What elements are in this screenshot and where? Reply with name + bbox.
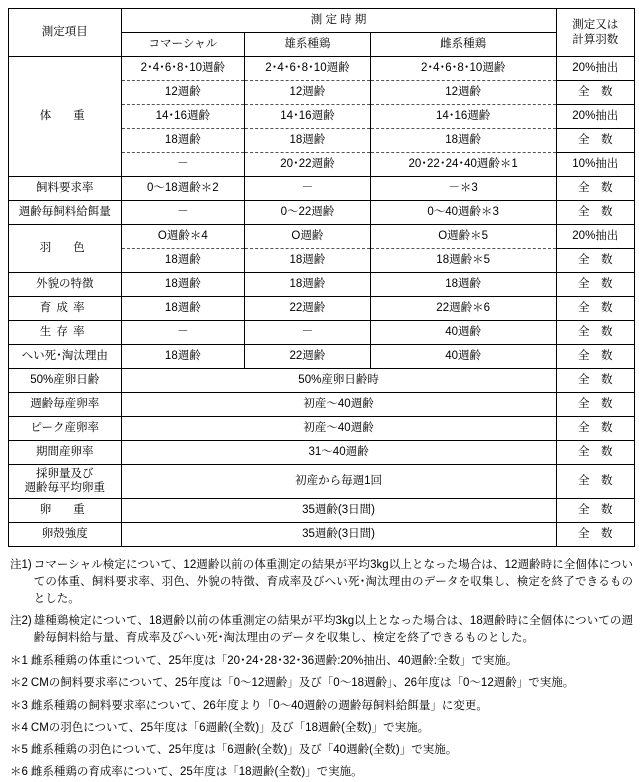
- cell-count: 20%抽出: [556, 57, 634, 81]
- row-item-egg-collection: [9, 465, 122, 499]
- cell-male: O週齢: [245, 225, 371, 249]
- row-item-plumage-color: 羽 色: [9, 225, 122, 273]
- header-item: 測定項目: [9, 9, 122, 57]
- row-item-period-laying-rate: 期間産卵率: [9, 441, 122, 465]
- cell-cm: －: [121, 201, 245, 225]
- footnote-6-label: ＊6: [10, 766, 28, 779]
- cell-male: －: [245, 177, 371, 201]
- note-2-label: 注2): [10, 614, 32, 627]
- row-item-egg-collection-line1: 採卵量及び: [36, 468, 94, 480]
- cell-span: 初産～40週齢: [121, 393, 556, 417]
- cell-female: 2･4･6･8･10週齢: [370, 57, 556, 81]
- row-item-survival-rate: 生存率: [9, 321, 122, 345]
- cell-male: 22週齢: [245, 297, 371, 321]
- footnote-1-text: 雌系種鶏の体重について、25年度は「20･24･28･32･36週齢:20%抽出、40週齢:全数」で実施。: [30, 655, 518, 667]
- row-item-egg-collection-line2: 週齢毎平均卵重: [24, 482, 106, 495]
- cell-cm: 18週齢: [121, 345, 245, 369]
- table-row: [9, 522, 635, 546]
- note-1: [10, 557, 633, 609]
- cell-count: 全 数: [556, 465, 634, 499]
- cell-female: 40週齢: [370, 321, 556, 345]
- footnote-6-text: 雌系種鶏の育成率について、25年度は「18週齢(全数)」で実施。: [30, 766, 363, 779]
- cell-cm: 18週齢: [121, 249, 245, 273]
- cell-male: 2･4･6･8･10週齢: [245, 57, 371, 81]
- cell-cm: 18週齢: [121, 273, 245, 297]
- table-header: [9, 9, 635, 57]
- cell-count: 全 数: [556, 201, 634, 225]
- cell-cm: －: [121, 153, 245, 177]
- footnotes-section: [10, 653, 633, 782]
- footnote-6: [10, 764, 633, 781]
- cell-female: 18週齢: [370, 129, 556, 153]
- cell-span: 35週齢(3日間): [121, 522, 556, 546]
- footnote-2-label: ＊2: [10, 677, 28, 690]
- cell-count: 全 数: [556, 522, 634, 546]
- footnote-3-label: ＊3: [10, 699, 28, 712]
- header-count-line2: 計算羽数: [572, 33, 619, 46]
- cell-male: 14･16週齢: [245, 105, 371, 129]
- cell-male: 22週齢: [245, 345, 371, 369]
- cell-count: 全 数: [556, 297, 634, 321]
- header-count: [556, 9, 634, 57]
- table-row: [9, 441, 635, 465]
- footnote-5-label: ＊5: [10, 744, 28, 756]
- footnote-4-text: CMの羽色について、25年度は「6週齢(全数)」及び「18週齢(全数)」で実施。: [30, 721, 430, 734]
- table-row: [9, 417, 635, 441]
- cell-female: 18週齢: [370, 273, 556, 297]
- row-item-egg-weight: 卵 重: [9, 498, 122, 522]
- row-item-weight: 体 重: [9, 57, 122, 177]
- header-row-1: [9, 9, 635, 33]
- cell-count: 20%抽出: [556, 105, 634, 129]
- row-item-peak-laying-rate: ピーク産卵率: [9, 417, 122, 441]
- row-item-rearing-rate: 育成率: [9, 297, 122, 321]
- row-item-mortality-reason: へい死･淘汰理由: [9, 345, 122, 369]
- cell-female: 12週齢: [370, 81, 556, 105]
- cell-male: 20･22週齢: [245, 153, 371, 177]
- footnote-4: [10, 720, 633, 737]
- cell-count: 全 数: [556, 249, 634, 273]
- table-row: [9, 321, 635, 345]
- cell-count: 全 数: [556, 321, 634, 345]
- cell-count: 全 数: [556, 393, 634, 417]
- cell-cm: O週齢＊4: [121, 225, 245, 249]
- cell-cm: 18週齢: [121, 297, 245, 321]
- table-row: [9, 393, 635, 417]
- footnote-1: [10, 653, 633, 670]
- header-male: 雄系種鶏: [245, 33, 371, 57]
- header-period: 測 定 時 期: [121, 9, 556, 33]
- document-page: [0, 8, 643, 779]
- cell-male: 18週齢: [245, 249, 371, 273]
- table-row: [9, 225, 635, 249]
- cell-female: 14･16週齢: [370, 105, 556, 129]
- measurement-spec-table: [8, 8, 635, 547]
- table-row: [9, 345, 635, 369]
- row-item-weekly-laying-rate: 週齢毎産卵率: [9, 393, 122, 417]
- cell-male: 18週齢: [245, 273, 371, 297]
- cell-female: 20･22･24･40週齢＊1: [370, 153, 556, 177]
- table-row: [9, 273, 635, 297]
- table-row: [9, 57, 635, 81]
- header-cm: コマーシャル: [121, 33, 245, 57]
- cell-count: 10%抽出: [556, 153, 634, 177]
- footnote-5-text: 雌系種鶏の羽色について、25年度は「6週齢(全数)」及び「40週齢(全数)」で実施。: [30, 744, 458, 756]
- cell-count: 全 数: [556, 345, 634, 369]
- row-item-weekly-feed: 週齢毎飼料給餌量: [9, 201, 122, 225]
- table-row: [9, 177, 635, 201]
- cell-span: 初産～40週齢: [121, 417, 556, 441]
- cell-count: 全 数: [556, 498, 634, 522]
- row-item-appearance: 外貌の特徴: [9, 273, 122, 297]
- table-row: [9, 201, 635, 225]
- cell-count: 20%抽出: [556, 225, 634, 249]
- cell-count: 全 数: [556, 441, 634, 465]
- footnote-3-text: 雌系種鶏の飼料要求率について、26年度より「0～40週齢の週齢毎飼料給餌量」に変更。: [30, 699, 488, 712]
- row-item-50pct-laying-age: 50%産卵日齢: [9, 369, 122, 393]
- cell-female: 22週齢＊6: [370, 297, 556, 321]
- table-row: [9, 498, 635, 522]
- cell-span: 50%産卵日齢時: [121, 369, 556, 393]
- cell-cm: 12週齢: [121, 81, 245, 105]
- note-2-text: 雄種鶏検定について、18週齢以前の体重測定の結果が平均3kg以上となった場合は、18週齢時に全個体についての週齢毎飼料給与量、育成率及びへい死･淘汰理由のデータを収集し、検定を終了できるものとした。: [33, 614, 633, 644]
- cell-span: 初産から毎週1回: [121, 465, 556, 499]
- cell-female: －＊3: [370, 177, 556, 201]
- cell-cm: 0～18週齢＊2: [121, 177, 245, 201]
- cell-female: 40週齢: [370, 345, 556, 369]
- note-1-text: コマーシャル検定について、12週齢以前の体重測定の結果が平均3kg以上となった場合は、12週齢時に全個体についての体重、飼料要求率、羽色、外貌の特徴、育成率及びへい死･淘汰理由のデータを収集し、検定を終了できるものとした。: [33, 558, 633, 606]
- cell-cm: 18週齢: [121, 129, 245, 153]
- table-body: [9, 57, 635, 547]
- note-2: [10, 613, 633, 648]
- cell-cm: 2･4･6･8･10週齢: [121, 57, 245, 81]
- cell-count: 全 数: [556, 81, 634, 105]
- table-row: [9, 297, 635, 321]
- cell-male: 12週齢: [245, 81, 371, 105]
- notes-section: [10, 557, 633, 782]
- cell-male: －: [245, 321, 371, 345]
- cell-male: 0～22週齢: [245, 201, 371, 225]
- cell-span: 35週齢(3日間): [121, 498, 556, 522]
- cell-female: 18週齢＊5: [370, 249, 556, 273]
- cell-cm: －: [121, 321, 245, 345]
- header-count-line1: 測定又は: [572, 19, 619, 32]
- cell-count: 全 数: [556, 273, 634, 297]
- row-item-eggshell-strength: 卵殻強度: [9, 522, 122, 546]
- cell-male: 18週齢: [245, 129, 371, 153]
- cell-count: 全 数: [556, 369, 634, 393]
- footnote-3: [10, 698, 633, 715]
- note-1-label: 注1): [10, 558, 32, 571]
- footnote-2-text: CMの飼料要求率について、25年度は「0～12週齢」及び「0～18週齢」、26年度は「0～12週齢」で実施。: [30, 677, 575, 690]
- footnote-4-label: ＊4: [10, 721, 28, 734]
- row-item-feed-conversion: 飼料要求率: [9, 177, 122, 201]
- cell-span: 31～40週齢: [121, 441, 556, 465]
- header-female: 雌系種鶏: [370, 33, 556, 57]
- cell-female: O週齢＊5: [370, 225, 556, 249]
- table-row: [9, 369, 635, 393]
- footnote-1-label: ＊1: [10, 655, 28, 667]
- cell-count: 全 数: [556, 177, 634, 201]
- cell-count: 全 数: [556, 417, 634, 441]
- cell-count: 全 数: [556, 129, 634, 153]
- table-row: [9, 465, 635, 499]
- footnote-2: [10, 675, 633, 692]
- cell-cm: 14･16週齢: [121, 105, 245, 129]
- cell-female: 0～40週齢＊3: [370, 201, 556, 225]
